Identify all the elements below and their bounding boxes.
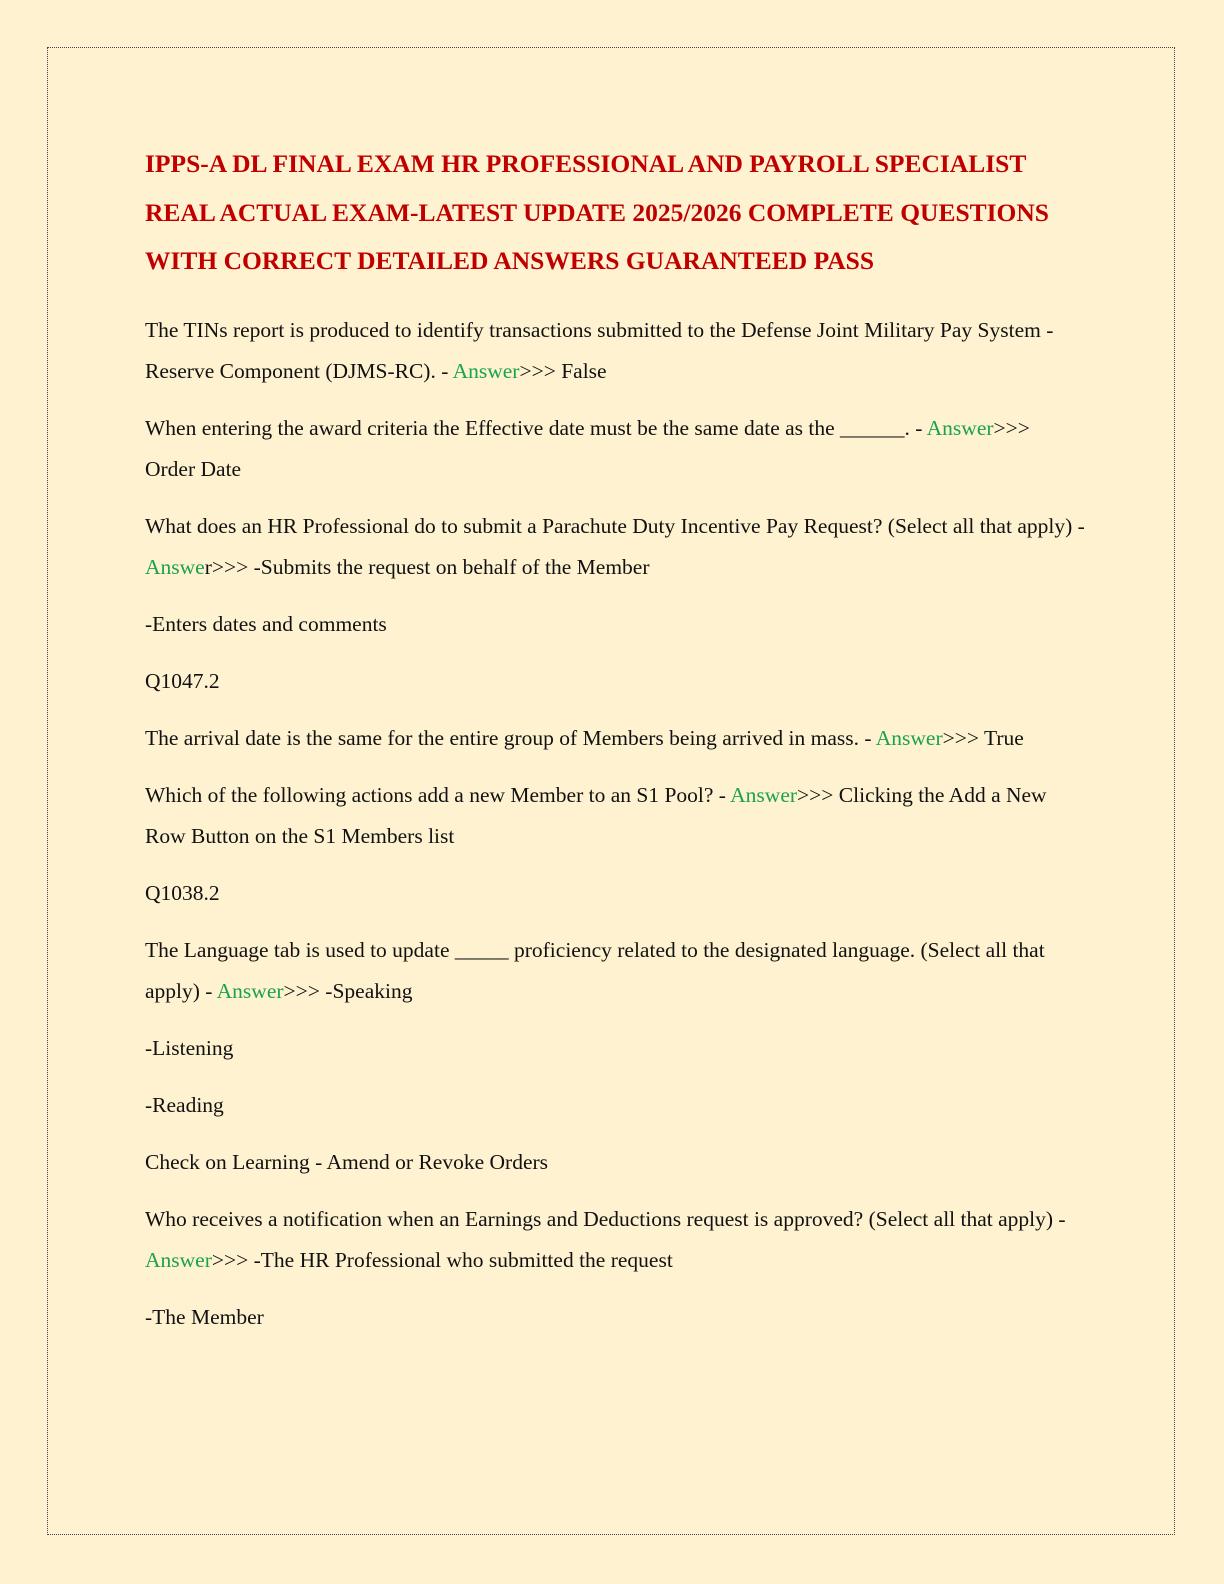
answer-text: >>> -Submits the request on behalf of the Member	[211, 554, 650, 579]
qa-item	[145, 408, 1085, 490]
answer-text: >>> Order Date	[145, 415, 1030, 481]
question-text: The arrival date is the same for the entire group of Members being arrived in mass. -	[145, 725, 876, 750]
answer-text: >>> False	[519, 358, 607, 383]
answer-label: Answer	[145, 1247, 212, 1272]
answer-label: Answer	[730, 782, 798, 807]
text-line: -Reading	[145, 1092, 224, 1117]
answer-label: Answer	[452, 358, 520, 383]
qa-item	[145, 310, 1085, 392]
answer-label: Answe	[145, 554, 205, 579]
qa-list	[145, 310, 1089, 1338]
qa-item	[145, 506, 1089, 588]
text-line: -Listening	[145, 1035, 234, 1060]
question-text: When entering the award criteria the Effective date must be the same date as the ______. -	[145, 415, 927, 440]
answer-label: Answer	[926, 415, 994, 440]
text-line: Q1038.2	[145, 880, 220, 905]
question-text: What does an HR Professional do to submit a Parachute Duty Incentive Pay Request? (Select all that apply) -	[145, 513, 1089, 538]
question-text: Who receives a notification when an Earnings and Deductions request is approved? (Select all that apply) -	[145, 1206, 1070, 1231]
qa-item	[145, 718, 1085, 759]
answer-text: >>> -Speaking	[283, 978, 413, 1003]
answer-label: Answer	[216, 978, 284, 1003]
answer-label-suffix: r	[204, 554, 212, 579]
answer-text: >>> Clicking the Add a New Row Button on the S1 Members list	[145, 782, 1047, 848]
text-line: Q1047.2	[145, 668, 220, 693]
answer-text: >>> -The HR Professional who submitted the request	[211, 1247, 673, 1272]
qa-item	[145, 775, 1085, 857]
answer-text: >>> True	[942, 725, 1024, 750]
question-text: The Language tab is used to update _____ proficiency related to the designated language. (Select all that apply) -	[145, 937, 1051, 1003]
text-line: -The Member	[145, 1304, 264, 1329]
answer-label: Answer	[875, 725, 943, 750]
qa-item	[145, 1199, 1085, 1281]
document-title: IPPS-A DL FINAL EXAM HR PROFESSIONAL AND PAYROLL SPECIALIST REAL ACTUAL EXAM-LATEST UPDATE 2025/2026 COMPLETE QUESTIONS WITH CORRECT DETAILED ANSWERS GUARANTEED PASS	[145, 149, 1049, 275]
text-line: Check on Learning - Amend or Revoke Orders	[145, 1149, 549, 1174]
qa-item	[145, 930, 1085, 1012]
text-line: -Enters dates and comments	[145, 611, 387, 636]
document-body	[145, 140, 1089, 1354]
question-text: The TINs report is produced to identify transactions submitted to the Defense Joint Military Pay System - Reserve Component (DJMS-RC). -	[145, 317, 1059, 383]
question-text: Which of the following actions add a new Member to an S1 Pool? -	[145, 782, 731, 807]
